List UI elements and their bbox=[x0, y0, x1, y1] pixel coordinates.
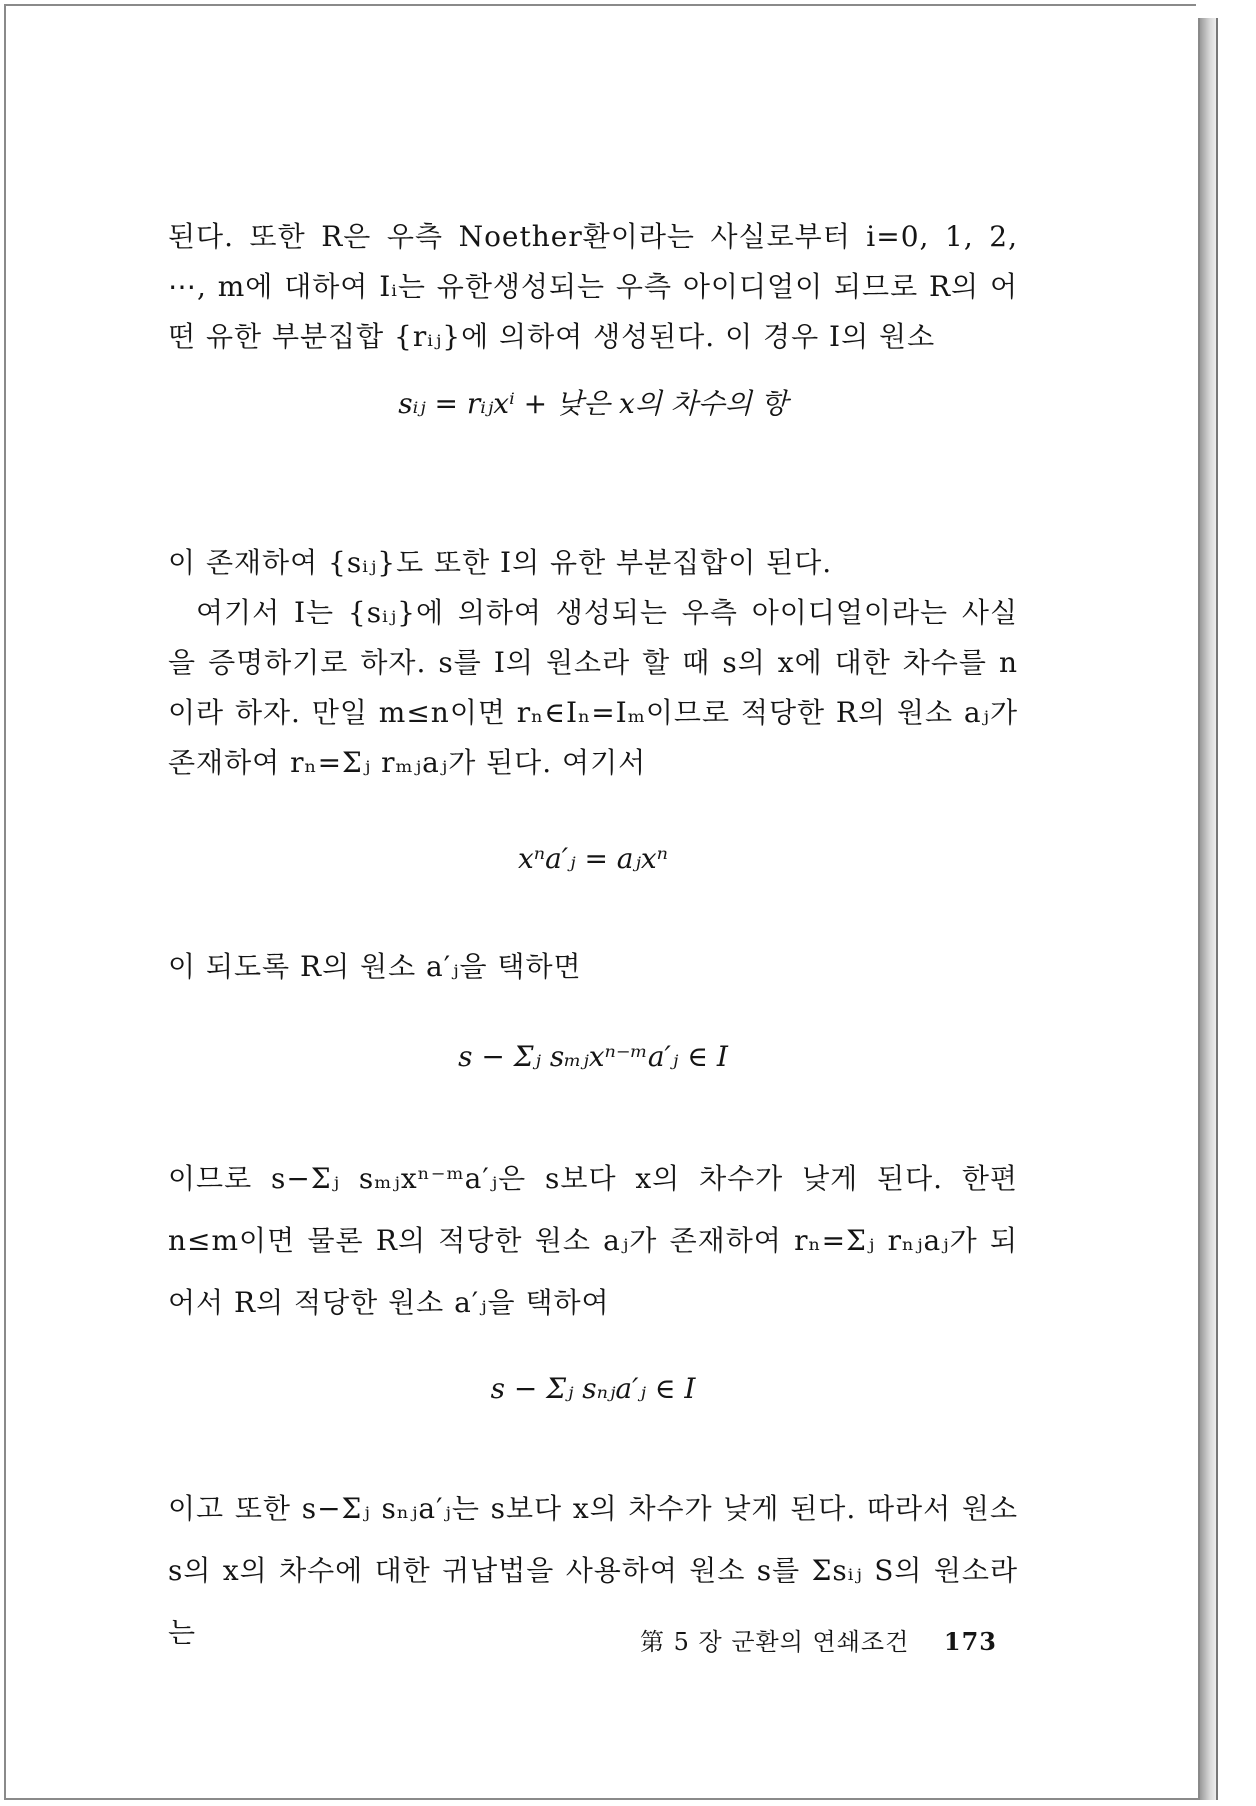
running-footer bbox=[640, 1622, 997, 1657]
paragraph-3-text: 여기서 I는 {sᵢⱼ}에 의하여 생성되는 우측 아이디얼이라는 사실을 증명하기로 하자. s를 I의 원소라 할 때 s의 x에 대한 차수를 n이라 하자. 만일 m≤n이면 rₙ∈Iₙ=Iₘ이므로 적당한 R의 원소 aⱼ가 존재하여 rₙ=Σⱼ rₘⱼaⱼ가 된다. 여기서 bbox=[168, 596, 1018, 779]
chapter-title: 第 5 장 군환의 연쇄조건 bbox=[640, 1628, 910, 1656]
equation-3: s − Σⱼ sₘⱼxⁿ⁻ᵐa′ⱼ ∈ I bbox=[458, 1040, 728, 1073]
equation-2: xⁿa′ⱼ = aⱼxⁿ bbox=[517, 842, 669, 875]
page-corner bbox=[1196, 4, 1218, 18]
paragraph-6-text: 이고 또한 s−Σⱼ sₙⱼa′ⱼ는 s보다 x의 차수가 낮게 된다. 따라서 원소 s의 x의 차수에 대한 귀납법을 사용하여 원소 s를 Σsᵢⱼ S의 원소라는 bbox=[168, 1492, 1018, 1649]
paragraph-5-text: 이므로 s−Σⱼ sₘⱼxⁿ⁻ᵐa′ⱼ은 s보다 x의 차수가 낮게 된다. 한편 n≤m이면 물론 R의 적당한 원소 aⱼ가 존재하여 rₙ=Σⱼ rₙⱼaⱼ가 되어서 R의 적당한 원소 a′ⱼ을 택하여 bbox=[168, 1162, 1018, 1319]
paragraph-4-text: 이 되도록 R의 원소 a′ⱼ을 택하면 bbox=[168, 950, 582, 983]
equation-4: s − Σⱼ sₙⱼa′ⱼ ∈ I bbox=[490, 1372, 696, 1405]
paragraph-1-text: 된다. 또한 R은 우측 Noether환이라는 사실로부터 i=0, 1, 2, ⋯, m에 대하여 Iᵢ는 유한생성되는 우측 아이디얼이 되므로 R의 어떤 유한 부분집합 {rᵢⱼ}에 의하여 생성된다. 이 경우 I의 원소 bbox=[168, 220, 1018, 353]
paragraph-5 bbox=[168, 1148, 1018, 1334]
paragraph-2 bbox=[168, 538, 1018, 588]
paragraph-2-text: 이 존재하여 {sᵢⱼ}도 또한 I의 유한 부분집합이 된다. bbox=[168, 546, 833, 579]
equation-1: sᵢⱼ = rᵢⱼxⁱ + 낮은 x의 차수의 항 bbox=[398, 387, 788, 420]
paragraph-1 bbox=[168, 212, 1018, 362]
page-number: 173 bbox=[943, 1627, 998, 1656]
paragraph-4 bbox=[168, 942, 1018, 992]
page-edge bbox=[1200, 10, 1218, 1800]
paragraph-3 bbox=[168, 588, 1018, 788]
